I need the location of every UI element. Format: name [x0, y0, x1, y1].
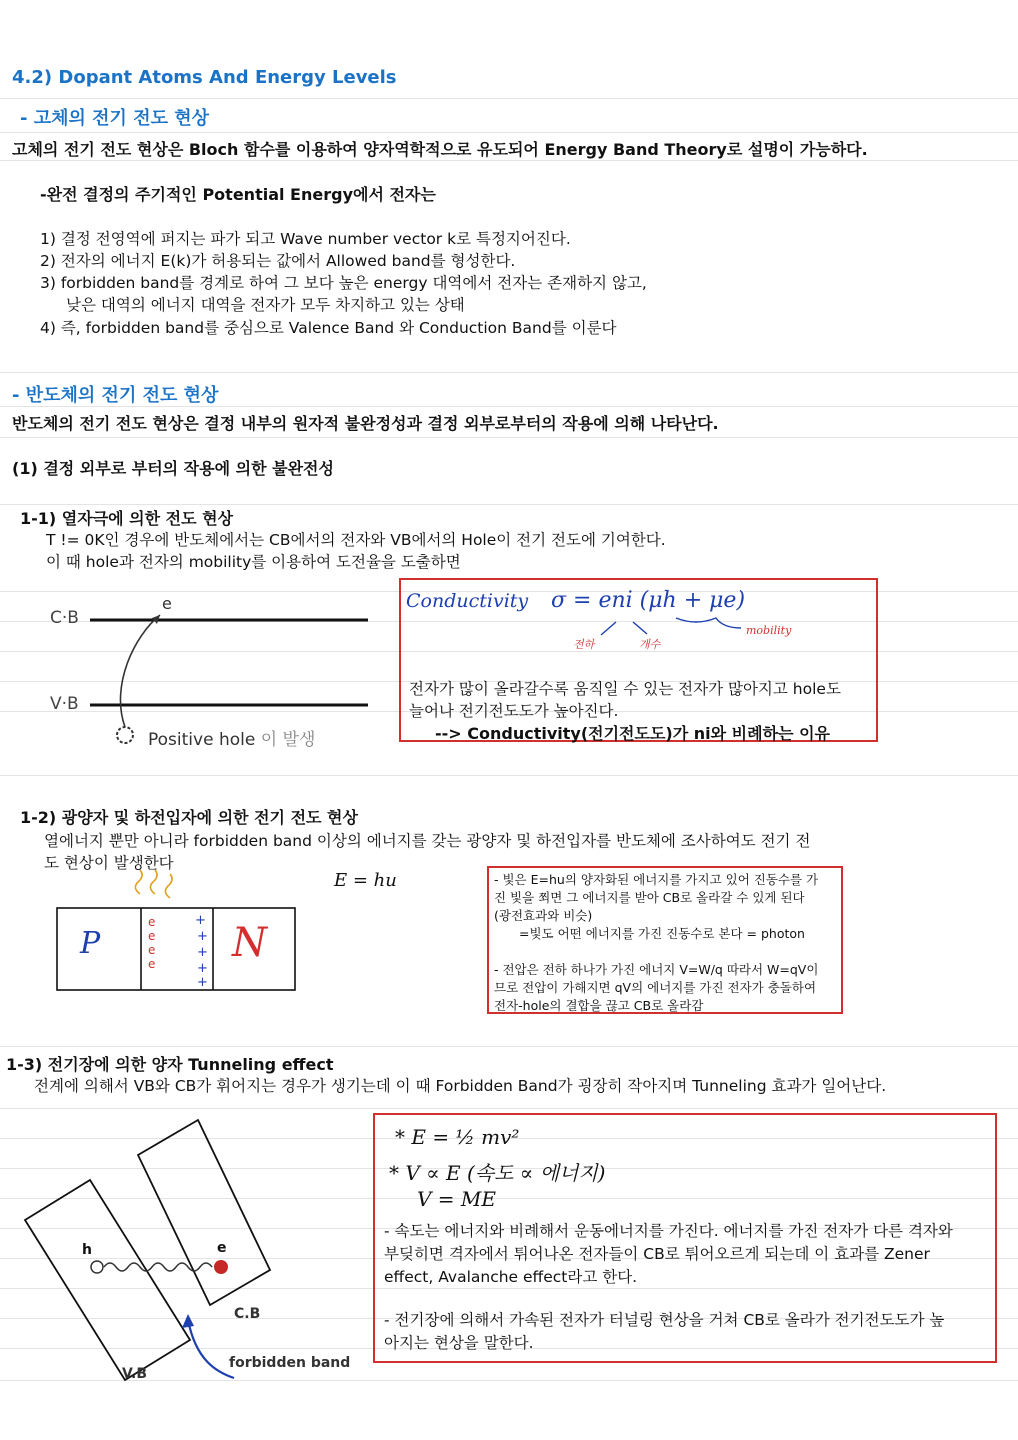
svg-text:+: +	[195, 913, 206, 928]
light-wave-icon	[135, 870, 142, 894]
note-p2-line2: 아지는 현상을 말한다.	[384, 1334, 534, 1352]
svg-text:+: +	[197, 975, 208, 990]
hole-icon	[91, 1261, 103, 1273]
s11-line1: T != 0K인 경우에 반도체에서는 CB에서의 전자와 VB에서의 Hole이 전기 전도에 기여한다.	[46, 531, 666, 549]
forbidden-band-arrow	[188, 1320, 234, 1378]
excitation-arrow	[120, 615, 160, 727]
p-region-label: P	[80, 926, 101, 961]
solid-heading: - 고체의 전기 전도 현상	[20, 108, 210, 129]
photon-note-3: (광전효과와 비슷)	[494, 908, 593, 923]
note-p1-line2: 부딪히면 격자에서 튀어나온 전자들이 CB로 튀어오르게 되는데 이 효과를 Zener	[384, 1245, 930, 1263]
solid-intro: 고체의 전기 전도 현상은 Bloch 함수를 이용하여 양자역학적으로 유도되어 Energy Band Theory로 설명이 가능하다.	[12, 140, 868, 159]
conductivity-formula: σ = eni (μh + μe)	[551, 588, 746, 613]
svg-text:e: e	[148, 943, 156, 957]
vb-label: V·B	[50, 694, 79, 714]
vb-band-label: V.B	[122, 1366, 148, 1382]
solid-item-4: 4) 즉, forbidden band를 중심으로 Valence Band 와 Conduction Band를 이룬다	[40, 319, 617, 337]
solid-item-3-cont: 낮은 대역의 에너지 대역을 전자가 모두 차지하고 있는 상태	[66, 296, 465, 314]
semi-intro: 반도체의 전기 전도 현상은 결정 내부의 원자적 불완정성과 결정 외부로부터의 작용에 의해 나타난다.	[12, 414, 719, 433]
s13-line1: 전계에 의해서 VB와 CB가 휘어지는 경우가 생기는데 이 때 Forbidden Band가 굉장히 작아지며 Tunneling 효과가 일어난다.	[34, 1077, 887, 1095]
photon-note	[487, 866, 843, 1014]
hw-line-2: * V ∝ E (속도 ∝ 에너지)	[389, 1161, 606, 1185]
note-p2-line1: - 전기장에 의해서 가속된 전자가 터널링 현상을 거쳐 CB로 올라가 전기전도도가 높	[384, 1311, 945, 1329]
conductivity-text-1: 전자가 많이 올라갈수록 움직일 수 있는 전자가 많아지고 hole도	[409, 680, 841, 698]
hw-line-3: V = ME	[417, 1187, 496, 1211]
annotation-count: 개수	[639, 638, 661, 651]
s11-title: 1-1) 열자극에 의한 전도 현상	[20, 509, 234, 528]
photon-note-1: - 빛은 E=hu의 양자화된 에너지를 가지고 있어 진동수를 가	[494, 872, 819, 887]
semi-sub1: (1) 결정 외부로 부터의 작용에 의한 불완전성	[12, 459, 334, 478]
tunneling-note	[373, 1113, 997, 1363]
forbidden-band-label: forbidden band	[229, 1355, 351, 1371]
svg-text:+: +	[197, 961, 208, 976]
photon-note-6: 므로 전압이 가해지면 qV의 에너지를 가진 전자가 충돌하여	[494, 980, 817, 995]
conductivity-text-3: --> Conductivity(전기전도도)가 ni와 비례하는 이유	[435, 724, 830, 743]
tunneling-wave	[104, 1263, 212, 1271]
svg-text:+: +	[197, 945, 208, 960]
section-title: 4.2) Dopant Atoms And Energy Levels	[12, 67, 397, 88]
svg-text:e: e	[148, 929, 156, 943]
electron-label: e	[162, 594, 172, 613]
annotation-mobility: mobility	[746, 624, 792, 637]
s12-line1: 열에너지 뿐만 아니라 forbidden band 이상의 에너지를 갖는 광양자 및 하전입자를 반도체에 조사하여도 전기 전	[44, 832, 811, 850]
conductivity-note	[399, 578, 878, 742]
note-p1-line1: - 속도는 에너지와 비례해서 운동에너지를 가진다. 에너지를 가진 전자가 다른 격자와	[384, 1222, 953, 1240]
solid-sub: -완전 결정의 주기적인 Potential Energy에서 전자는	[40, 185, 436, 204]
svg-text:e: e	[148, 957, 156, 971]
photon-formula: E = hu	[334, 870, 397, 891]
s13-title: 1-3) 전기장에 의한 양자 Tunneling effect	[6, 1055, 334, 1074]
annotation-charge: 전하	[573, 638, 595, 651]
s12-title: 1-2) 광양자 및 하전입자에 의한 전기 전도 현상	[20, 808, 358, 827]
solid-item-2: 2) 전자의 에너지 E(k)가 허용되는 값에서 Allowed band를 형성한다.	[40, 252, 516, 270]
svg-text:+: +	[197, 929, 208, 944]
tunneling-diagram	[20, 1120, 370, 1390]
note-p1-line3: effect, Avalanche effect라고 한다.	[384, 1268, 638, 1286]
e-label: e	[217, 1240, 227, 1256]
hw-line-1: * E = ½ mv²	[395, 1125, 520, 1149]
svg-text:e: e	[148, 915, 156, 929]
hole-icon	[117, 727, 133, 743]
cb-label: C·B	[50, 608, 79, 628]
s11-line2: 이 때 hole과 전자의 mobility를 이용하여 도전율을 도출하면	[46, 553, 461, 571]
conductivity-label: Conductivity	[406, 590, 529, 612]
photon-note-2: 진 빛을 쬐면 그 에너지를 받아 CB로 올라갈 수 있게 된다	[494, 890, 805, 905]
solid-item-3: 3) forbidden band를 경계로 하여 그 보다 높은 energy 대역에서 전자는 존재하지 않고,	[40, 274, 647, 292]
photon-note-7: 전자-hole의 결합을 끊고 CB로 올라감	[494, 998, 704, 1013]
conductivity-text-2: 늘어나 전기전도도가 높아진다.	[409, 702, 619, 720]
cb-band-label: C.B	[234, 1306, 261, 1322]
photon-note-4: =빛도 어떤 에너지를 가진 진동수로 본다 = photon	[519, 926, 805, 941]
n-region-label: N	[232, 920, 267, 966]
electron-icon	[214, 1260, 228, 1274]
solid-item-1: 1) 결정 전영역에 퍼지는 파가 되고 Wave number vector k로 특정지어진다.	[40, 230, 571, 248]
s12-line2: 도 현상이 발생한다	[44, 854, 174, 872]
photon-note-5: - 전압은 전하 하나가 가진 에너지 V=W/q 따라서 W=qV이	[494, 962, 819, 977]
h-label: h	[82, 1242, 92, 1258]
hole-label: Positive hole 이 발생	[148, 730, 316, 750]
semi-heading: - 반도체의 전기 전도 현상	[12, 385, 219, 406]
